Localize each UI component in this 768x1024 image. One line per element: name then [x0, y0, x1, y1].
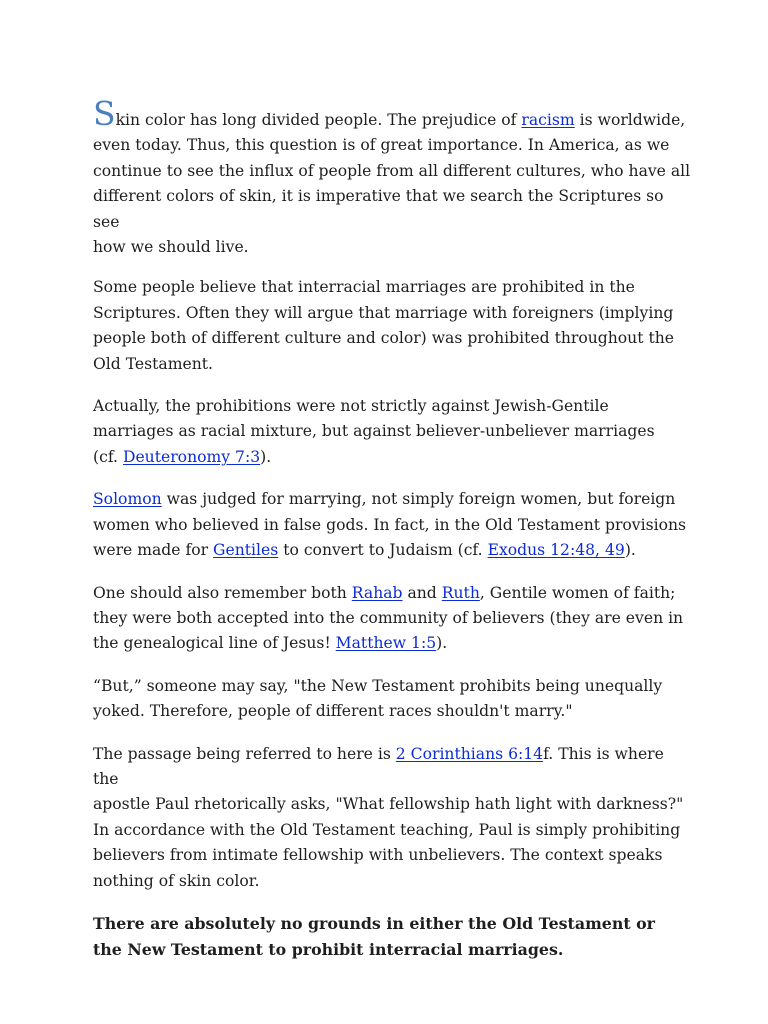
link-gentiles[interactable]: Gentiles: [213, 541, 279, 560]
belief-text: Some people believe that interracial marriages are prohibited in the Scriptures. Often they will argue that marriage with foreigners (implying people both of different culture and color) was prohibited throughout the Old Testament.: [93, 278, 674, 373]
paragraph-prohibitions: [93, 394, 693, 470]
drop-cap: S: [93, 94, 116, 133]
corinthians-text-1: The passage being referred to here is: [93, 744, 396, 763]
paragraph-solomon: [93, 487, 693, 563]
rahab-text-3: , Gentile women of faith; they were both accepted into the community of believers (they are even in the genealogical line of Jesus!: [93, 583, 684, 653]
link-ruth[interactable]: Ruth: [441, 583, 480, 602]
prohibitions-text-1: Actually, the prohibitions were not strictly against Jewish-Gentile marriages as racial mixture, but against believer-unbeliever marriages (cf.: [93, 397, 655, 466]
solomon-text-3: ).: [624, 541, 636, 560]
solomon-text-2: to convert to Judaism (cf.: [278, 541, 488, 560]
intro-text-1: kin color has long divided people. The prejudice of: [115, 111, 522, 129]
link-racism[interactable]: racism: [521, 111, 575, 129]
paragraph-corinthians: [93, 742, 693, 894]
document-body: [93, 94, 693, 980]
objection-text: “But,” someone may say, "the New Testament prohibits being unequally yoked. Therefore, people of different races shouldn't marry.": [93, 676, 663, 721]
conclusion-text: There are absolutely no grounds in either the Old Testament or the New Testament to prohibit interracial marriages.: [93, 913, 655, 959]
link-deuteronomy[interactable]: Deuteronomy 7:3: [122, 447, 261, 466]
corinthians-text-2: f. This is where the apostle Paul rhetorically asks, "What fellowship hath light with darkness?" In accordance with the Old Testament teaching, Paul is simply prohibiting believers from intimate fellowship with unbelievers. The context speaks nothing of skin color.: [93, 744, 684, 890]
solomon-text-1: was judged for marrying, not simply foreign women, but foreign women who believed in false gods. In fact, in the Old Testament provisions were made for: [93, 490, 687, 560]
paragraph-rahab-ruth: [93, 581, 693, 657]
rahab-text-2: and: [402, 583, 442, 602]
prohibitions-text-2: ).: [260, 447, 272, 466]
link-rahab[interactable]: Rahab: [351, 583, 403, 602]
link-exodus[interactable]: Exodus 12:48, 49: [487, 541, 625, 560]
link-matthew[interactable]: Matthew 1:5: [335, 634, 437, 653]
link-solomon[interactable]: Solomon: [93, 490, 162, 509]
link-2-corinthians[interactable]: 2 Corinthians 6:14: [395, 744, 544, 763]
paragraph-objection: [93, 674, 693, 725]
rahab-text-1: One should also remember both: [93, 583, 352, 602]
paragraph-conclusion: [93, 911, 693, 963]
paragraph-intro: [93, 94, 693, 260]
paragraph-interracial-belief: [93, 275, 693, 377]
intro-text-2: is worldwide, even today. Thus, this question is of great importance. In America, as we continue to see the influx of people from all different cultures, who have all different colors of skin, it is imperative that we search the Scriptures so see how we should live.: [93, 111, 691, 257]
rahab-text-4: ).: [436, 634, 448, 653]
